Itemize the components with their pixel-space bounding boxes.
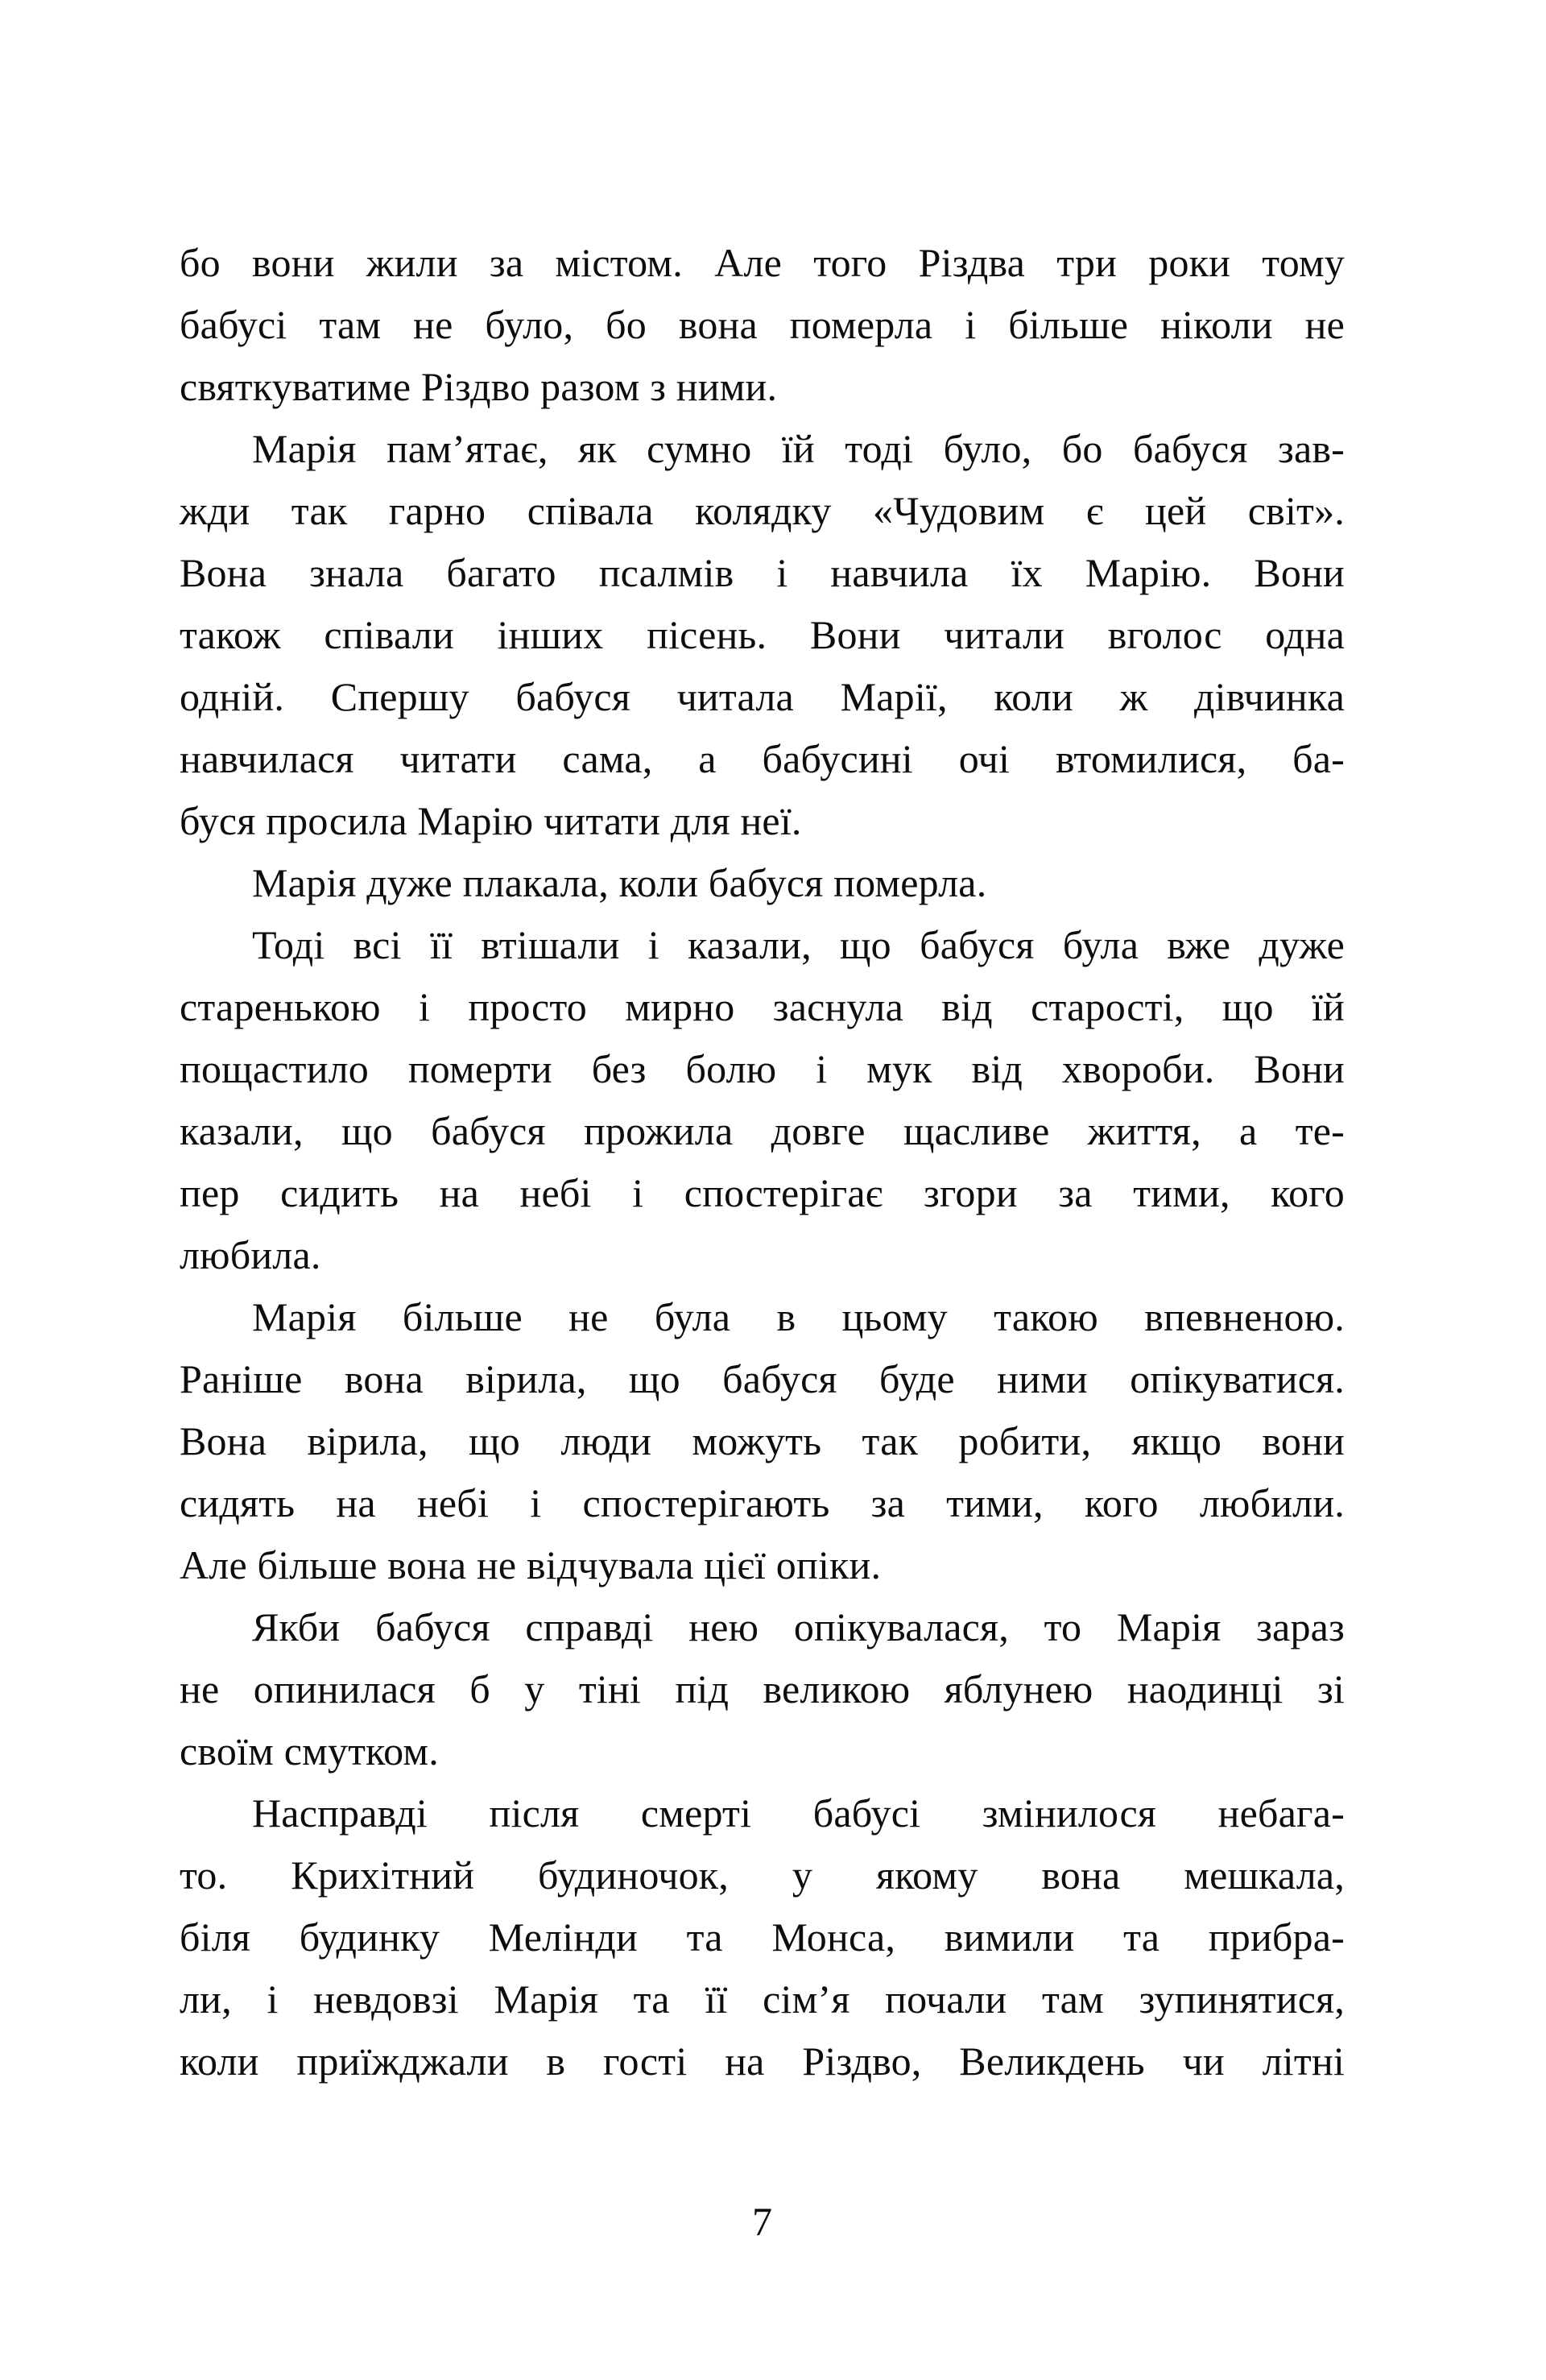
paragraph [180, 852, 1345, 914]
text-line: Марія дуже плакала, коли бабуся померла. [252, 860, 987, 905]
text-line: святкуватиме Різдво разом з ними. [180, 364, 778, 409]
text-line: Вона вірила, що люди можуть так робити, якщо вони [180, 1418, 1345, 1463]
paragraph [180, 914, 1345, 1286]
text-line: казали, що бабуся прожила довге щасливе життя, а те- [180, 1108, 1345, 1153]
text-line: навчилася читати сама, а бабусині очі втомилися, ба- [180, 736, 1345, 781]
paragraph [180, 418, 1345, 852]
text-line: одній. Спершу бабуся читала Марії, коли ж дівчинка [180, 674, 1345, 719]
paragraph [180, 1286, 1345, 1596]
text-line: ли, і невдовзі Марія та її сім’я почали там зупинятися, [180, 1976, 1345, 2022]
page-number: 7 [752, 2199, 772, 2244]
text-line: то. Крихітний будиночок, у якому вона мешкала, [180, 1852, 1345, 1898]
paragraph [180, 232, 1345, 418]
text-line: пощастило померти без болю і мук від хвороби. Вони [180, 1046, 1345, 1091]
paragraph [180, 1782, 1345, 2092]
paragraph [180, 1596, 1345, 1782]
text-line: сидять на небі і спостерігають за тими, кого любили. [180, 1480, 1345, 1525]
text-line: бабусі там не було, бо вона померла і більше ніколи не [180, 302, 1345, 347]
text-line: Тоді всі її втішали і казали, що бабуся була вже дуже [252, 922, 1345, 967]
text-line: біля будинку Мелінди та Монса, вимили та прибра- [180, 1914, 1345, 1960]
text-line: своїм смутком. [180, 1728, 439, 1774]
text-line: пер сидить на небі і спостерігає згори за тими, кого [180, 1170, 1345, 1215]
text-line: Раніше вона вірила, що бабуся буде ними опікуватися. [180, 1356, 1345, 1401]
text-line: жди так гарно співала колядку «Чудовим є цей світ». [180, 488, 1345, 533]
text-line: коли приїжджали в гості на Різдво, Великдень чи літні [180, 2039, 1345, 2084]
text-line: буся просила Марію читати для неї. [180, 798, 802, 843]
text-line: старенькою і просто мирно заснула від старості, що їй [180, 984, 1345, 1029]
text-line: Насправді після смерті бабусі змінилося небага- [252, 1790, 1345, 1836]
text-line: Якби бабуся справді нею опікувалася, то Марія зараз [252, 1604, 1345, 1649]
text-line: Марія більше не була в цьому такою впевненою. [252, 1294, 1345, 1339]
text-line: любила. [180, 1232, 321, 1277]
text-line: бо вони жили за містом. Але того Різдва три роки тому [180, 240, 1345, 285]
text-line: Марія пам’ятає, як сумно їй тоді було, бо бабуся зав- [252, 426, 1345, 471]
text-line: Вона знала багато псалмів і навчила їх Марію. Вони [180, 550, 1345, 595]
text-line: Але більше вона не відчувала цієї опіки. [180, 1542, 882, 1587]
text-line: також співали інших пісень. Вони читали вголос одна [180, 612, 1345, 657]
text-line: не опинилася б у тіні під великою яблунею наодинці зі [180, 1666, 1345, 1712]
text-block [180, 232, 1345, 2092]
